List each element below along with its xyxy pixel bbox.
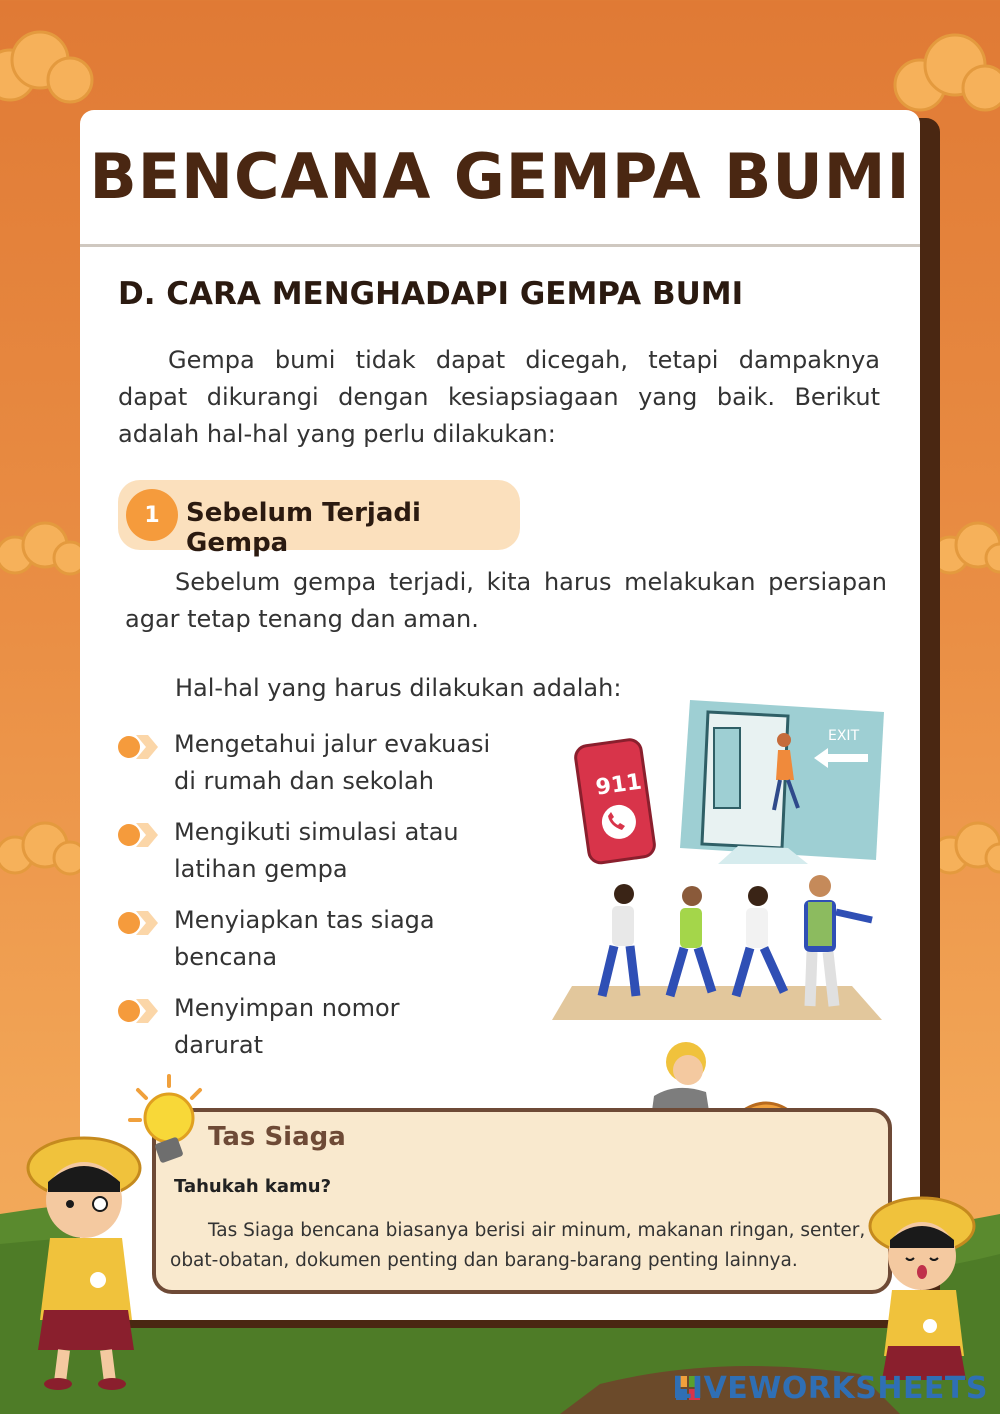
list-item-text: Menyimpan nomor darurat [174, 994, 400, 1059]
cloud-top-right [880, 30, 1000, 120]
list-item-text: Menyiapkan tas siaga bencana [174, 906, 435, 971]
evacuation-drill-illustration [552, 866, 882, 1024]
exit-sign-label: EXIT [828, 728, 860, 744]
subsection-number: 1 [126, 489, 178, 541]
cloud-low-right [930, 820, 1000, 880]
list-item [116, 814, 536, 902]
info-box [152, 1108, 892, 1294]
list-item-text: Mengetahui jalur evakuasi di rumah dan sekolah [174, 730, 491, 795]
info-body: Tas Siaga bencana biasanya berisi air minum, makanan ringan, senter, obat-obatan, dokumen penting dan barang-barang penting lainnya. [170, 1220, 866, 1271]
worksheet-card [80, 110, 920, 1320]
list-item [116, 902, 536, 990]
arrow-bullet-icon [116, 996, 160, 1026]
tired-child-illustration [860, 1186, 990, 1386]
worried-child-illustration [14, 1120, 164, 1390]
subsection-pill [118, 480, 520, 558]
phone-number-label: 911 [594, 769, 644, 801]
cloud-top-left [0, 30, 100, 110]
exit-door-illustration [678, 698, 888, 864]
list-item [116, 726, 536, 814]
list-item [116, 990, 536, 1078]
arrow-bullet-icon [116, 908, 160, 938]
steps-list [116, 726, 536, 1078]
arrow-bullet-icon [116, 732, 160, 762]
info-subtitle: Tahukah kamu? [174, 1176, 332, 1197]
watermark: LIVEWORKSHEETS [672, 1371, 988, 1406]
list-intro: Hal-hal yang harus dilakukan adalah: [175, 674, 622, 702]
subsection-label: Sebelum Terjadi Gempa [186, 498, 421, 558]
before-paragraph: Sebelum gempa terjadi, kita harus melakukan persiapan agar tetap tenang dan aman. [125, 568, 887, 633]
section-title: D. CARA MENGHADAPI GEMPA BUMI [118, 276, 744, 312]
cloud-low-left [0, 820, 90, 880]
cloud-mid-right [930, 520, 1000, 580]
page-title: BENCANA GEMPA BUMI [89, 140, 911, 213]
emergency-phone-illustration [572, 736, 662, 866]
cloud-mid-left [0, 520, 90, 580]
list-item-text: Mengikuti simulasi atau latihan gempa [174, 818, 459, 883]
arrow-bullet-icon [116, 820, 160, 850]
info-title: Tas Siaga [208, 1122, 346, 1152]
title-divider [80, 244, 920, 247]
intro-paragraph: Gempa bumi tidak dapat dicegah, tetapi dampaknya dapat dikurangi dengan kesiapsiagaan yang baik. Berikut adalah hal-hal yang perlu dilakukan: [118, 346, 880, 448]
